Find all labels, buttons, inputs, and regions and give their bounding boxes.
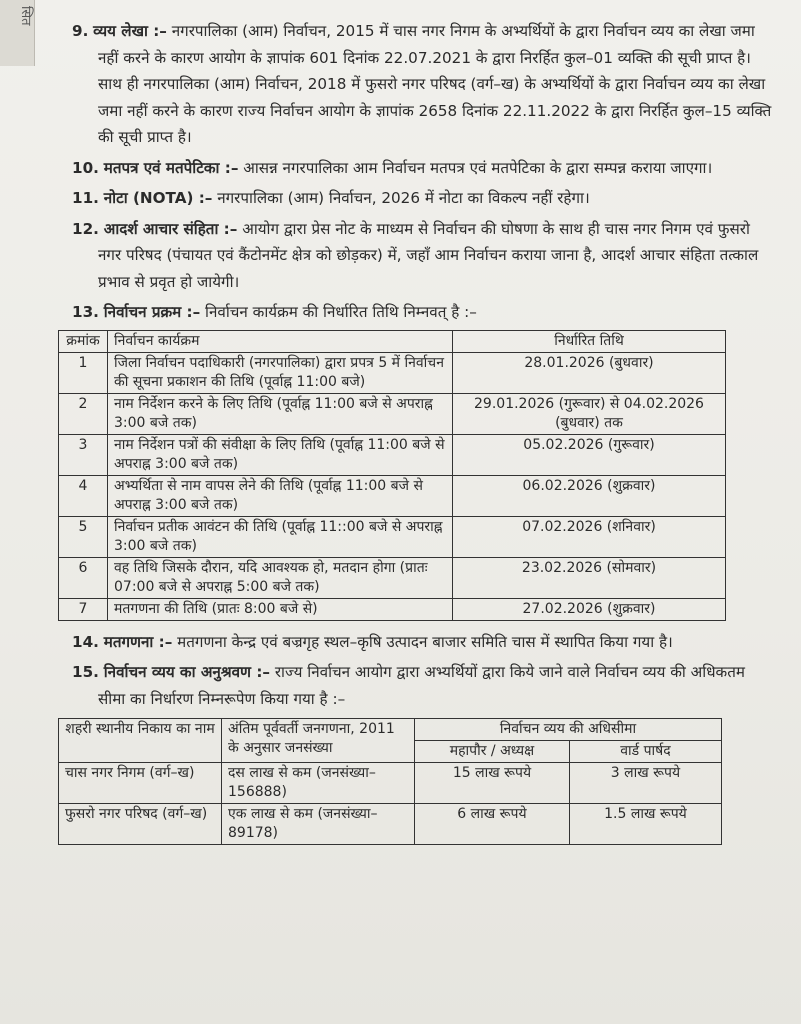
row-date: 27.02.2026 (शुक्रवार) bbox=[453, 598, 726, 620]
row-ward-limit: 3 लाख रूपये bbox=[569, 763, 721, 804]
row-date: 28.01.2026 (बुधवार) bbox=[453, 352, 726, 393]
row-serial: 6 bbox=[59, 557, 108, 598]
section-number: 9. bbox=[72, 22, 89, 40]
row-event: जिला निर्वाचन पदाधिकारी (नगरपालिका) द्वारा प्रपत्र 5 में निर्वाचन की सूचना प्रकाशन की तिथि (पूर्वाह्न 11:00 बजे) bbox=[108, 352, 453, 393]
col-mayor: महापौर / अध्यक्ष bbox=[415, 741, 570, 763]
table-header-row bbox=[59, 330, 726, 352]
row-date: 07.02.2026 (शनिवार) bbox=[453, 516, 726, 557]
section-9 bbox=[72, 18, 772, 151]
section-14 bbox=[72, 629, 772, 656]
section-15 bbox=[72, 659, 772, 712]
row-event: नाम निर्देशन करने के लिए तिथि (पूर्वाह्न 11:00 बजे से अपराह्न 3:00 बजे तक) bbox=[108, 393, 453, 434]
section-number: 15. bbox=[72, 663, 99, 681]
section-text: राज्य निर्वाचन आयोग द्वारा अभ्यर्थियों द्वारा किये जाने वाले निर्वाचन व्यय की अधिकतम सीमा का निर्धारण निम्नरूपेण किया गया है :– bbox=[98, 663, 745, 708]
section-number: 14. bbox=[72, 632, 99, 651]
table-row bbox=[59, 557, 726, 598]
table-header-row bbox=[59, 719, 722, 741]
row-ward-limit: 1.5 लाख रूपये bbox=[569, 804, 721, 845]
col-body-name: शहरी स्थानीय निकाय का नाम bbox=[59, 719, 222, 763]
section-11 bbox=[72, 185, 772, 212]
section-heading: निर्वाचन व्यय का अनुश्रवण :– bbox=[103, 663, 270, 681]
row-date: 06.02.2026 (शुक्रवार) bbox=[453, 475, 726, 516]
col-ward: वार्ड पार्षद bbox=[569, 741, 721, 763]
row-serial: 3 bbox=[59, 434, 108, 475]
row-date: 05.02.2026 (गुरूवार) bbox=[453, 434, 726, 475]
expense-limit-table bbox=[58, 718, 722, 845]
section-10 bbox=[72, 155, 772, 182]
section-text: निर्वाचन कार्यक्रम की निर्धारित तिथि निम्नवत् है :– bbox=[205, 303, 477, 321]
section-number: 10. bbox=[72, 158, 99, 177]
row-body: फुसरो नगर परिषद (वर्ग–ख) bbox=[59, 804, 222, 845]
table-row bbox=[59, 352, 726, 393]
row-serial: 1 bbox=[59, 352, 108, 393]
row-mayor-limit: 15 लाख रूपये bbox=[415, 763, 570, 804]
section-text: मतगणना केन्द्र एवं बज्रगृह स्थल–कृषि उत्पादन बाजार समिति चास में स्थापित किया गया है। bbox=[177, 632, 673, 651]
document-body bbox=[65, 18, 772, 845]
table-row bbox=[59, 804, 722, 845]
col-serial: क्रमांक bbox=[59, 330, 108, 352]
section-number: 12. bbox=[72, 219, 99, 238]
section-number: 13. bbox=[72, 303, 99, 321]
section-text: आयोग द्वारा प्रेस नोट के माध्यम से निर्वाचन की घोषणा के साथ ही चास नगर निगम एवं फुसरो नगर परिषद (पंचायत एवं कैंटोनमेंट क्षेत्र को छोड़कर) में, जहाँ आम निर्वाचन कराया जाना है, आदर्श आचार संहिता तत्काल प्रभाव से प्रवृत हो जायेगी। bbox=[98, 219, 759, 291]
row-population: एक लाख से कम (जनसंख्या–89178) bbox=[222, 804, 415, 845]
col-program: निर्वाचन कार्यक्रम bbox=[108, 330, 453, 352]
section-text: आसन्न नगरपालिका आम निर्वाचन मतपत्र एवं मतपेटिका के द्वारा सम्पन्न कराया जाएगा। bbox=[243, 158, 713, 177]
section-text: नगरपालिका (आम) निर्वाचन, 2026 में नोटा का विकल्प नहीं रहेगा। bbox=[217, 189, 590, 207]
section-13 bbox=[72, 299, 772, 326]
col-expense-limit: निर्वाचन व्यय की अधिसीमा bbox=[415, 719, 722, 741]
section-heading: मतगणना :– bbox=[103, 632, 173, 651]
section-heading: निर्वाचन प्रक्रम :– bbox=[103, 303, 201, 321]
section-12 bbox=[72, 216, 772, 296]
table-row bbox=[59, 393, 726, 434]
section-heading: व्यय लेखा :– bbox=[93, 22, 167, 40]
row-serial: 7 bbox=[59, 598, 108, 620]
section-number: 11. bbox=[72, 189, 99, 207]
row-serial: 2 bbox=[59, 393, 108, 434]
col-population: अंतिम पूर्ववर्ती जनगणना, 2011 के अनुसार जनसंख्या bbox=[222, 719, 415, 763]
table-row bbox=[59, 763, 722, 804]
row-date: 23.02.2026 (सोमवार) bbox=[453, 557, 726, 598]
table-row bbox=[59, 516, 726, 557]
table-row bbox=[59, 434, 726, 475]
row-serial: 4 bbox=[59, 475, 108, 516]
row-event: अभ्यर्थिता से नाम वापस लेने की तिथि (पूर्वाह्न 11:00 बजे से अपराह्न 3:00 बजे तक) bbox=[108, 475, 453, 516]
row-event: नाम निर्देशन पत्रों की संवीक्षा के लिए तिथि (पूर्वाह्न 11:00 बजे से अपराह्न 3:00 बजे तक) bbox=[108, 434, 453, 475]
row-date: 29.01.2026 (गुरूवार) से 04.02.2026 (बुधवार) तक bbox=[453, 393, 726, 434]
margin-fragment: सित bbox=[0, 0, 35, 66]
row-serial: 5 bbox=[59, 516, 108, 557]
col-date: निर्धारित तिथि bbox=[453, 330, 726, 352]
row-event: निर्वाचन प्रतीक आवंटन की तिथि (पूर्वाह्न 11::00 बजे से अपराह्न 3:00 बजे तक) bbox=[108, 516, 453, 557]
section-text: नगरपालिका (आम) निर्वाचन, 2015 में चास नगर निगम के अभ्यर्थियों के द्वारा निर्वाचन व्यय का लेखा जमा नहीं करने के कारण आयोग के ज्ञापांक 601 दिनांक 22.07.2021 के द्वारा निरर्हित कुल–01 व्यक्ति की सूची प्राप्त है। साथ ही नगरपालिका (आम) निर्वाचन, 2018 में फुसरो नगर परिषद (वर्ग–ख) के अभ्यर्थियों के द्वारा निर्वाचन व्यय का लेखा जमा नहीं करने के कारण राज्य निर्वाचन आयोग के ज्ञापांक 2658 दिनांक 22.11.2022 के द्वारा निरर्हित कुल–15 व्यक्ति की सूची प्राप्त है। bbox=[98, 22, 772, 146]
section-heading: नोटा (NOTA) :– bbox=[103, 189, 213, 207]
row-body: चास नगर निगम (वर्ग–ख) bbox=[59, 763, 222, 804]
section-heading: आदर्श आचार संहिता :– bbox=[103, 219, 238, 238]
row-event: मतगणना की तिथि (प्रातः 8:00 बजे से) bbox=[108, 598, 453, 620]
row-population: दस लाख से कम (जनसंख्या–156888) bbox=[222, 763, 415, 804]
table-row bbox=[59, 475, 726, 516]
row-mayor-limit: 6 लाख रूपये bbox=[415, 804, 570, 845]
table-row bbox=[59, 598, 726, 620]
row-event: वह तिथि जिसके दौरान, यदि आवश्यक हो, मतदान होगा (प्रातः 07:00 बजे से अपराह्न 5:00 बजे तक) bbox=[108, 557, 453, 598]
election-schedule-table bbox=[58, 330, 726, 621]
section-heading: मतपत्र एवं मतपेटिका :– bbox=[103, 158, 239, 177]
